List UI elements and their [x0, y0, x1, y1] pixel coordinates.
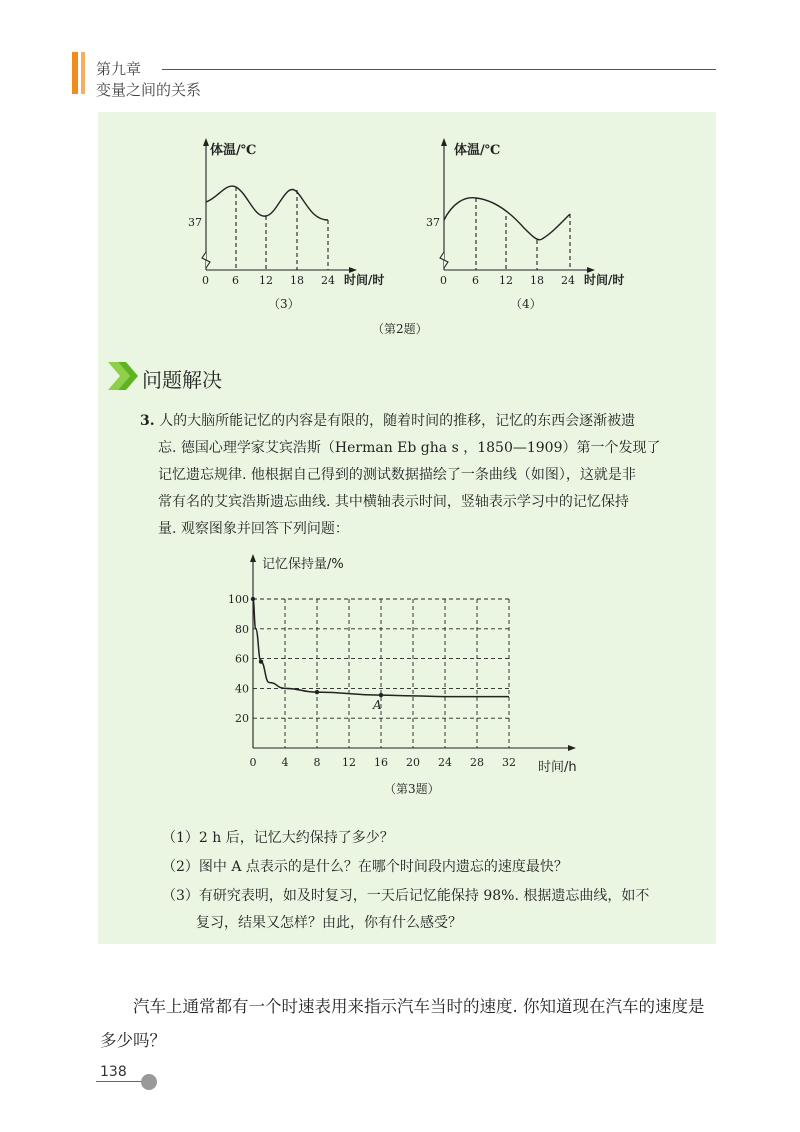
- y-axis-label: 体温/℃: [210, 143, 257, 158]
- x-axis-arrow: [568, 745, 576, 751]
- data-point: [259, 659, 263, 663]
- x-tick-12: 12: [499, 274, 513, 287]
- axis-break: [440, 252, 448, 268]
- question-3: （3）有研究表明，如及时复习，一天后记忆能保持 98%. 根据遗忘曲线，如不: [162, 888, 650, 904]
- line-4: 常有名的艾宾浩斯遗忘曲线. 其中横轴表示时间，竖轴表示学习中的记忆保持: [158, 494, 629, 510]
- x-tick-label: 8: [313, 756, 321, 769]
- y-axis-arrow: [203, 138, 209, 146]
- temp-curve: [444, 198, 570, 240]
- figure-caption-2: （第2题）: [372, 322, 428, 336]
- x-tick-label: 0: [249, 756, 257, 769]
- x-axis-label: 时间/h: [538, 760, 577, 775]
- x-tick-label: 28: [470, 756, 484, 769]
- header-rule: [162, 69, 716, 70]
- x-tick-24: 24: [561, 274, 575, 287]
- question-1: （1）2 h 后，记忆大约保持了多少？: [162, 830, 394, 846]
- x-tick-6: 6: [472, 274, 479, 287]
- problem-3-text: [140, 408, 706, 543]
- intro-paragraph: 汽车上通常都有一个时速表用来指示汽车当时的速度. 你知道现在汽车的速度是多少吗？: [100, 997, 705, 1050]
- page-dot: [141, 1074, 157, 1090]
- question-label: （1）: [162, 830, 199, 846]
- x-tick-label: 4: [281, 756, 289, 769]
- y-tick-label: 80: [235, 622, 249, 636]
- data-point: [251, 597, 255, 601]
- body-temp-chart-3: [186, 132, 416, 318]
- y-axis-arrow: [250, 554, 256, 562]
- y-tick-37: 37: [188, 216, 202, 229]
- section-title: 问题解决: [142, 368, 222, 392]
- header-accent-bar: [72, 52, 78, 94]
- chart-caption: （3）: [268, 297, 300, 311]
- question-3-continued: 复习，结果又怎样？由此，你有什么感受？: [196, 915, 462, 931]
- y-axis-arrow: [441, 138, 447, 146]
- header-accent-bar-light: [81, 52, 85, 94]
- figure-caption-3: （第3题）: [384, 782, 440, 796]
- x-tick-18: 18: [290, 274, 304, 287]
- x-tick-12: 12: [259, 274, 273, 287]
- chapter-label: 第九章: [96, 60, 142, 78]
- y-tick-label: 20: [235, 712, 249, 726]
- x-tick-24: 24: [321, 274, 335, 287]
- chart-caption: （4）: [510, 297, 542, 311]
- x-axis-label: 时间/时: [584, 273, 625, 287]
- x-tick-label: 16: [374, 756, 388, 769]
- temp-curve: [206, 186, 328, 220]
- x-tick-label: 12: [342, 756, 356, 769]
- line-1: 3. 人的大脑所能记忆的内容是有限的，随着时间的推移，记忆的东西会逐渐被遗: [140, 413, 636, 429]
- page-number: 138: [100, 1064, 127, 1080]
- y-tick-label: 60: [235, 652, 249, 666]
- y-axis-label: 体温/℃: [454, 143, 501, 158]
- line-5: 量. 观察图象并回答下列问题：: [158, 521, 349, 537]
- data-point: [379, 693, 383, 697]
- x-tick-18: 18: [530, 274, 544, 287]
- point-a-label: A: [373, 698, 382, 713]
- question-label: （3）: [162, 888, 199, 904]
- x-tick-0: 0: [440, 274, 447, 287]
- y-tick-37: 37: [426, 216, 440, 229]
- data-point: [315, 690, 319, 694]
- y-tick-label: 100: [228, 593, 249, 606]
- problem-number: 3.: [140, 413, 155, 429]
- question-label: （2）: [162, 859, 199, 875]
- x-tick-6: 6: [232, 274, 239, 287]
- forgetting-curve-chart: [222, 546, 602, 806]
- y-axis-label: 记忆保持量/%: [262, 557, 344, 572]
- x-tick-label: 20: [406, 756, 420, 769]
- body-temp-chart-4: [424, 132, 654, 318]
- axis-break: [202, 252, 210, 268]
- question-2: （2）图中 A 点表示的是什么？在哪个时间段内遗忘的速度最快？: [162, 859, 568, 875]
- chapter-title: 变量之间的关系: [96, 81, 202, 99]
- chevron-arrows-icon: [108, 360, 140, 392]
- x-tick-0: 0: [202, 274, 209, 287]
- x-axis-label: 时间/时: [344, 273, 385, 287]
- y-tick-label: 40: [235, 682, 249, 696]
- x-tick-label: 32: [502, 756, 516, 769]
- line-3: 记忆遗忘规律. 他根据自己得到的测试数据描绘了一条曲线（如图），这就是非: [158, 467, 636, 483]
- x-tick-label: 24: [438, 756, 452, 769]
- line-2: 忘. 德国心理学家艾宾浩斯（Herman Eb gha s ，1850—1909）第一个发现了: [158, 440, 661, 456]
